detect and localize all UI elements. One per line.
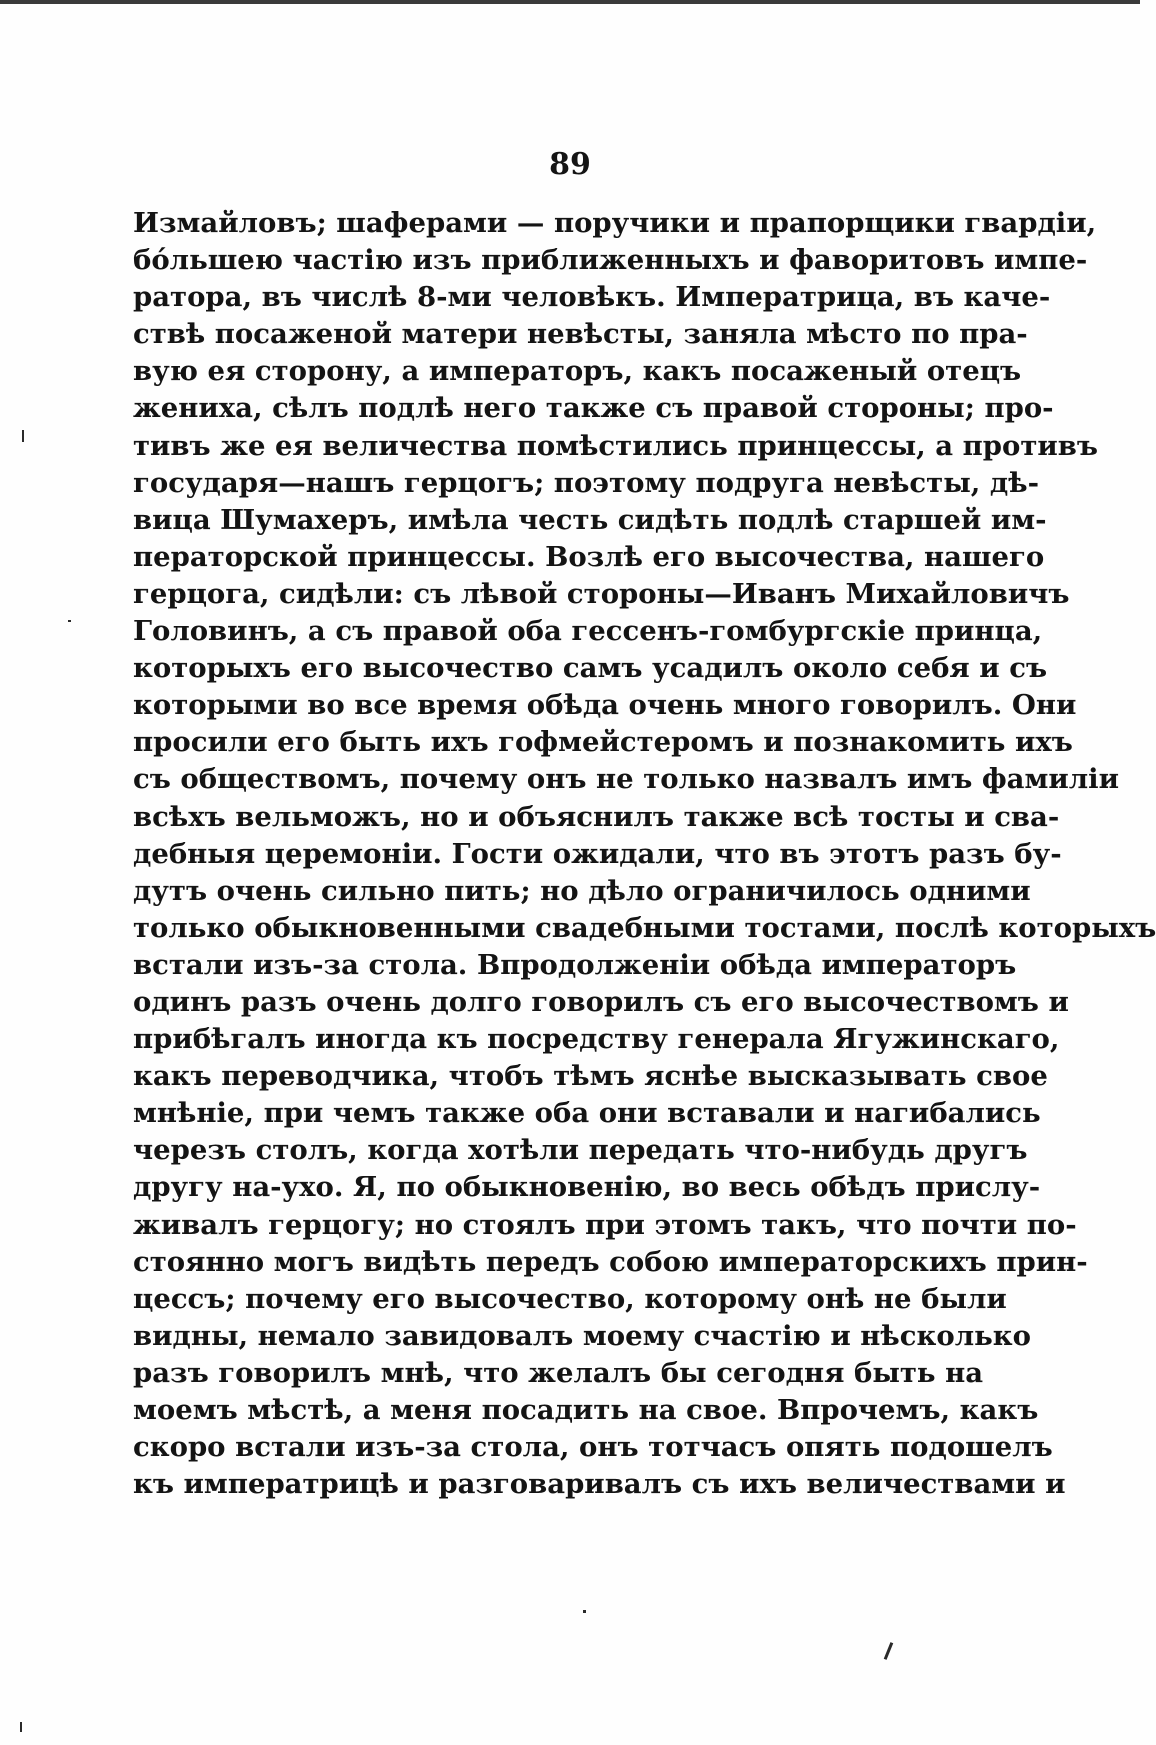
text-line: черезъ столъ, когда хотѣли передать что-нибудь другъ [133, 1134, 1028, 1167]
text-line: тивъ же ея величества помѣстились принцессы, а противъ [133, 429, 1099, 462]
text-line: государя—нашъ герцогъ; поэтому подруга невѣсты, дѣ- [133, 466, 1039, 499]
text-line: стоянно могъ видѣть передъ собою императорскихъ прин- [133, 1245, 1088, 1278]
text-line: съ обществомъ, почему онъ не только назвалъ имъ фамиліи [133, 763, 1119, 796]
scan-speck [583, 1610, 586, 1613]
scan-speck [22, 430, 24, 442]
text-line: герцога, сидѣли: съ лѣвой стороны—Иванъ Михайловичъ [133, 577, 1070, 610]
text-line: дутъ очень сильно пить; но дѣло ограничилось одними [133, 874, 1031, 907]
text-line: которыхъ его высочество самъ усадилъ около себя и съ [133, 652, 1048, 685]
text-line: какъ переводчика, чтобъ тѣмъ яснѣе высказывать свое [133, 1060, 1048, 1093]
text-line: ствѣ посаженой матери невѣсты, заняла мѣсто по пра- [133, 318, 1028, 351]
text-line: мнѣніе, при чемъ также оба они вставали и нагибались [133, 1097, 1041, 1130]
text-line: которыми во все время обѣда очень много говорилъ. Они [133, 689, 1077, 722]
text-line: Головинъ, а съ правой оба гессенъ-гомбургскіе принца, [133, 615, 1043, 648]
text-line: къ императрицѣ и разговаривалъ съ ихъ величествами и [133, 1468, 1066, 1501]
text-line: всѣхъ вельможъ, но и объяснилъ также всѣ тосты и сва- [133, 800, 1060, 833]
text-line: жениха, сѣлъ подлѣ него также съ правой стороны; про- [133, 392, 1054, 425]
text-line: скоро встали изъ-за стола, онъ тотчасъ опять подошелъ [133, 1431, 1053, 1464]
text-line: разъ говорилъ мнѣ, что желалъ бы сегодня быть на [133, 1356, 984, 1389]
text-line: только обыкновенными свадебными тостами, послѣ которыхъ [133, 911, 1156, 944]
scan-speck [20, 1722, 22, 1732]
scan-top-edge [0, 0, 1140, 4]
text-line: просили его быть ихъ гофмейстеромъ и познакомить ихъ [133, 726, 1073, 759]
text-line: моемъ мѣстѣ, а меня посадить на свое. Впрочемъ, какъ [133, 1394, 1039, 1426]
text-line: бóльшею частію изъ приближенныхъ и фаворитовъ импе- [133, 244, 1088, 277]
text-line: встали изъ-за стола. Впродолженіи обѣда императоръ [133, 948, 1017, 981]
text-line: ператорской принцессы. Возлѣ его высочества, нашего [133, 540, 1045, 573]
text-line: Измайловъ; шаферами — поручики и прапорщики гвардіи, [133, 207, 1097, 239]
text-line: дебныя церемоніи. Гости ожидали, что въ этотъ разъ бу- [133, 837, 1062, 870]
scan-speck [884, 1642, 894, 1660]
text-line: одинъ разъ очень долго говорилъ съ его высочествомъ и [133, 985, 1069, 1018]
text-line: ратора, въ числѣ 8-ми человѣкъ. Императрица, въ каче- [133, 281, 1051, 314]
text-line: цессъ; почему его высочество, которому онѣ не были [133, 1282, 1007, 1315]
scan-speck [68, 620, 71, 622]
text-line: видны, немало завидовалъ моему счастію и нѣсколько [133, 1319, 1031, 1352]
body-text [133, 205, 1156, 1503]
text-line: живалъ герцогу; но стоялъ при этомъ такъ, что почти по- [133, 1208, 1077, 1241]
text-line: прибѣгалъ иногда къ посредству генерала Ягужинскаго, [133, 1023, 1060, 1056]
text-line: вица Шумахеръ, имѣла честь сидѣть подлѣ старшей им- [133, 503, 1047, 536]
text-line: другу на-ухо. Я, по обыкновенію, во весь обѣдъ прислу- [133, 1171, 1041, 1204]
text-line: вую ея сторону, а императоръ, какъ посаженый отецъ [133, 355, 1022, 388]
page-number: 89 [549, 147, 591, 182]
